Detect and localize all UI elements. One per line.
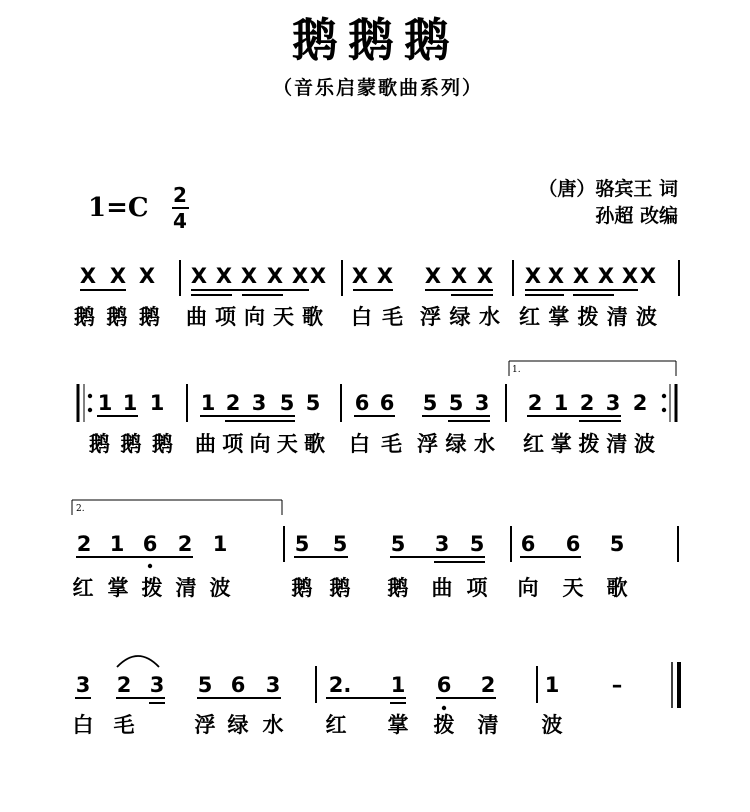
lyric: 浮绿水	[417, 432, 495, 456]
meter-denominator: 4	[173, 209, 187, 233]
note: 6	[142, 532, 158, 556]
note: 5	[422, 391, 438, 415]
row-2	[78, 361, 676, 456]
note: X	[190, 264, 208, 288]
note: 5	[448, 391, 464, 415]
lyric: 掌	[107, 576, 129, 600]
lyric: 浮	[194, 713, 216, 737]
note: 1	[553, 391, 569, 415]
lyric: 天	[562, 576, 584, 600]
note: 2	[527, 391, 543, 415]
note: 2	[632, 391, 648, 415]
lyric: 鹅	[329, 576, 351, 600]
lyric: 波	[541, 713, 563, 737]
lyric: 水	[262, 713, 284, 737]
note: 5	[294, 532, 310, 556]
note: 3	[434, 532, 450, 556]
note: X	[450, 264, 468, 288]
row-1	[74, 260, 679, 329]
note: 5	[197, 673, 213, 697]
lyric: 浮绿水	[420, 305, 500, 329]
note: X	[351, 264, 369, 288]
lyric: 曲	[431, 576, 453, 600]
note: 5	[469, 532, 485, 556]
note: X	[266, 264, 284, 288]
second-ending-label: 2.	[76, 504, 85, 514]
lyricist-credit: （唐）骆宾王 词	[538, 178, 678, 200]
note: 6	[565, 532, 581, 556]
repeat-dot	[88, 394, 92, 398]
lyric: 红掌拨清波	[523, 432, 655, 456]
note: X	[138, 264, 156, 288]
note: X	[376, 264, 394, 288]
note: X	[240, 264, 258, 288]
lyric: 红	[72, 576, 94, 600]
note: 1	[149, 391, 165, 415]
note: X	[309, 264, 327, 288]
note: 1	[122, 391, 138, 415]
lyric: 红	[325, 713, 347, 737]
note: 6	[379, 391, 395, 415]
meter-numerator: 2	[173, 183, 187, 207]
note: 3	[75, 673, 91, 697]
lyric: 波	[209, 576, 231, 600]
song-subtitle: （音乐启蒙歌曲系列）	[272, 77, 484, 99]
note: 1	[390, 673, 406, 697]
note: X	[79, 264, 97, 288]
note: X	[547, 264, 565, 288]
slur	[117, 656, 159, 667]
lyric: 项	[466, 576, 488, 600]
row-4	[73, 656, 680, 737]
lyric: 毛	[113, 713, 135, 737]
note: X	[572, 264, 590, 288]
lyric: 鹅	[387, 576, 409, 600]
repeat-dot	[662, 394, 666, 398]
note: 2	[177, 532, 193, 556]
note: X	[597, 264, 615, 288]
note: 5	[305, 391, 321, 415]
note: X	[291, 264, 309, 288]
row-3	[72, 500, 678, 600]
note: X	[621, 264, 639, 288]
lyric: 白	[72, 713, 94, 737]
note: 5	[332, 532, 348, 556]
note: 2.	[328, 673, 352, 697]
lyric: 清	[477, 713, 499, 737]
note: X	[215, 264, 233, 288]
note: 1	[109, 532, 125, 556]
note: X	[524, 264, 542, 288]
note: 2	[480, 673, 496, 697]
lyric: 向	[517, 576, 539, 600]
note: 3	[265, 673, 281, 697]
note: X	[639, 264, 657, 288]
song-title: 鹅鹅鹅	[292, 13, 460, 67]
repeat-dot	[88, 408, 92, 412]
lyric: 歌	[606, 576, 628, 600]
note: 2	[225, 391, 241, 415]
lyric: 清	[175, 576, 197, 600]
note: 6	[520, 532, 536, 556]
note: 1	[200, 391, 216, 415]
lyric: 掌	[387, 713, 409, 737]
note: 2	[116, 673, 132, 697]
lyric: 白毛	[349, 432, 402, 456]
lyric: 红掌拨清波	[519, 305, 657, 329]
lyric: 鹅鹅鹅	[74, 305, 160, 329]
arranger-credit: 孙超 改编	[595, 205, 678, 227]
note: 2	[76, 532, 92, 556]
lyric: 绿	[227, 713, 249, 737]
low-octave-dot	[442, 706, 446, 710]
lyric: 拨	[141, 576, 163, 600]
note: 1	[212, 532, 228, 556]
note: X	[424, 264, 442, 288]
note: 3	[251, 391, 267, 415]
first-ending-label: 1.	[512, 365, 521, 375]
note: 6	[230, 673, 246, 697]
lyric: 曲项向天歌	[186, 305, 323, 329]
note: 5	[390, 532, 406, 556]
note: 6	[436, 673, 452, 697]
lyric: 鹅	[291, 576, 313, 600]
note: X	[109, 264, 127, 288]
note: 3	[474, 391, 490, 415]
note: 5	[279, 391, 295, 415]
lyric: 鹅鹅鹅	[89, 432, 173, 456]
note: 2	[579, 391, 595, 415]
note: 1	[97, 391, 113, 415]
note: 6	[354, 391, 370, 415]
repeat-dot	[662, 408, 666, 412]
lyric: 拨	[433, 713, 455, 737]
lyric: 曲项向天歌	[195, 432, 325, 456]
low-octave-dot	[148, 564, 152, 568]
note: –	[611, 673, 623, 697]
note: X	[476, 264, 494, 288]
note: 5	[609, 532, 625, 556]
note: 3	[605, 391, 621, 415]
lyric: 白毛	[351, 305, 403, 329]
key-signature: 1=C	[88, 193, 149, 223]
note: 1	[544, 673, 560, 697]
note: 3	[149, 673, 165, 697]
